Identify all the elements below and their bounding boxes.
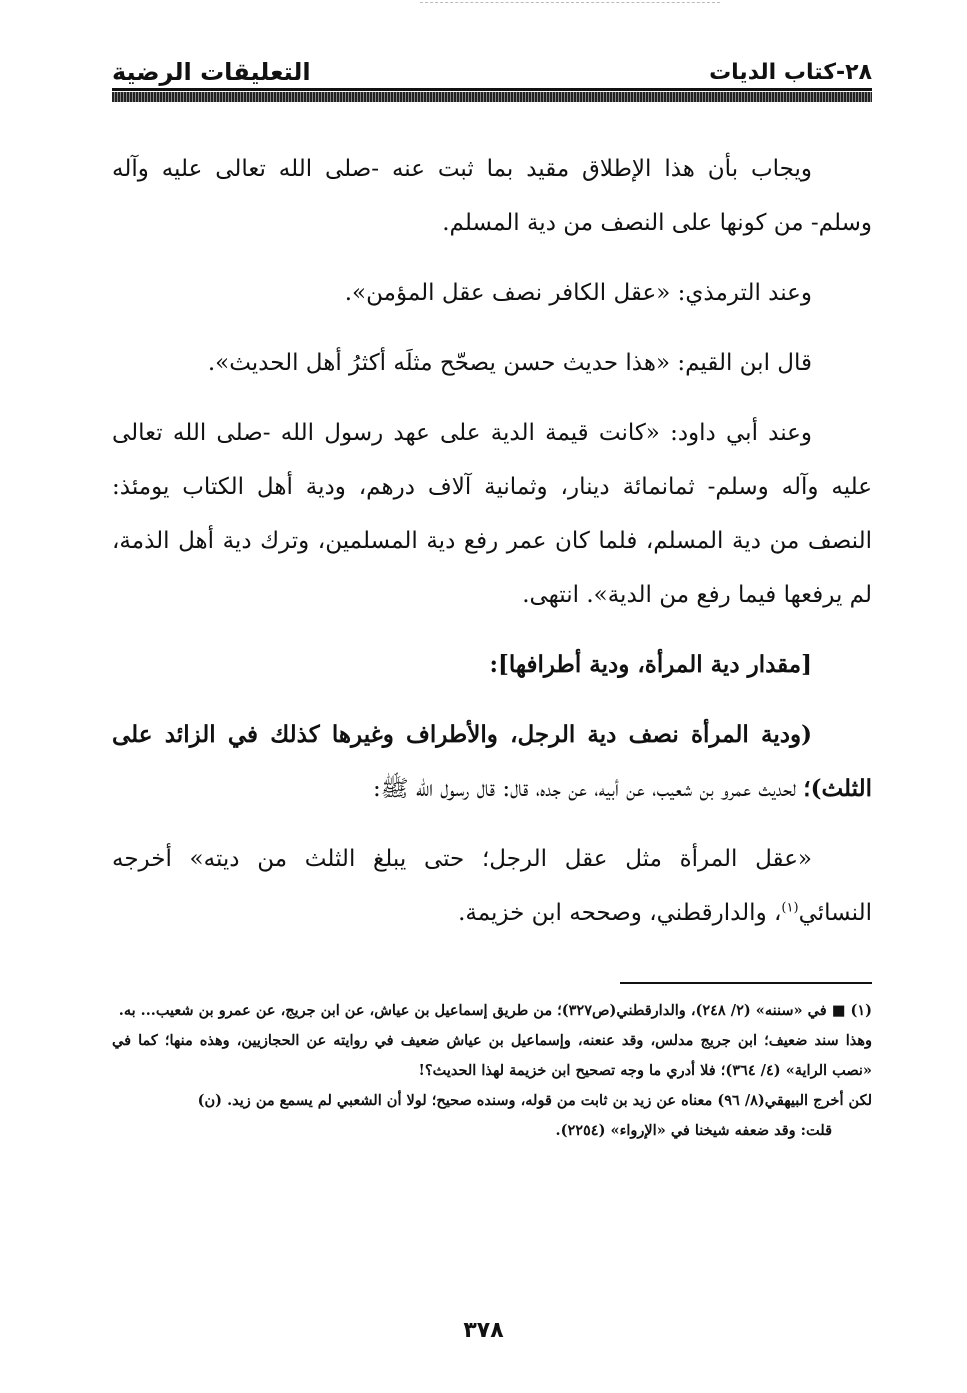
footnote-separator [620,982,872,984]
section-heading: [مقدار دية المرأة، ودية أطرافها]: [489,651,812,678]
footnote-4: قلت: وقد ضعفه شيخنا في «الإرواء» (٢٢٥٤). [555,1122,832,1139]
footnote-2: وهذا سند ضعيف؛ ابن جريج مدلس، وقد عنعنه، وإسماعيل بن عياش ضعيف في روايته عن الحجازيين، وهذه منها؛ كما في «نصب الراية» (٤/ ٣٦٤)؛ فلا أدري ما وجه تصحيح ابن خزيمة لهذا الحديث؟! [112,1032,872,1079]
book-title: التعليقات الرضية [112,58,311,86]
hadith-text: «عقل المرأة مثل عقل الرجل؛ حتى يبلغ الثلث من ديته» أخرجه النسائي [112,846,872,926]
header-rule-hatched [112,92,872,102]
top-scan-marks [420,2,720,5]
hadith-text-end: ، والدارقطني، وصححه ابن خزيمة. [458,900,782,926]
footnotes [112,996,872,1146]
paragraph-6 [112,832,872,940]
footnote-3: لكن أخرج البيهقي(٨/ ٩٦) معناه عن زيد بن ثابت من قوله، وسنده صحيح؛ لولا أن الشعبي لم يسمع من زيد. (ن) [197,1092,872,1109]
paragraph-2: وعند الترمذي: «عقل الكافر نصف عقل المؤمن». [344,280,812,306]
paragraph-5: لحديث عمرو بن شعيب، عن أبيه، عن جده، قال: قال رسول الله ﷺ: [372,776,796,802]
chapter-title: ٢٨-كتاب الديات [709,60,872,85]
paragraph-1: ويجاب بأن هذا الإطلاق مقيد بما ثبت عنه -صلى الله تعالى عليه وآله وسلم- من كونها على النصف من دية المسلم. [112,156,872,236]
main-text [112,142,872,956]
running-header [112,56,872,92]
matn-bold: (ودية المرأة نصف دية الرجل، والأطراف وغيرها كذلك في الزائد على الثلث)؛ [112,721,872,802]
header-rule-line [112,88,872,91]
paragraph-4: وعند أبي داود: «كانت قيمة الدية على عهد رسول الله -صلى الله تعالى عليه وآله وسلم- ثمانمائة دينار، وثمانية آلاف درهم، ودية أهل الكتاب يومئذ: النصف من دية المسلم، فلما كان عمر رفع دية المسلمين، وترك دية أهل الذمة، لم يرفعها فيما رفع من الدية». انتهى. [112,420,872,608]
paragraph-3: قال ابن القيم: «هذا حديث حسن يصحّح مثلَه أكثرُ أهل الحديث». [207,350,812,376]
page-number: ٣٧٨ [463,1318,504,1343]
footnote-1: (١) ■ في «سننه» (٢/ ٢٤٨)، والدارقطني(ص٣٢٧)؛ من طريق إسماعيل بن عياش، عن ابن جريج، عن عمرو بن شعيب... به. [118,1002,872,1019]
footnote-ref[interactable]: (١) [781,900,799,916]
matn-text [112,708,872,816]
